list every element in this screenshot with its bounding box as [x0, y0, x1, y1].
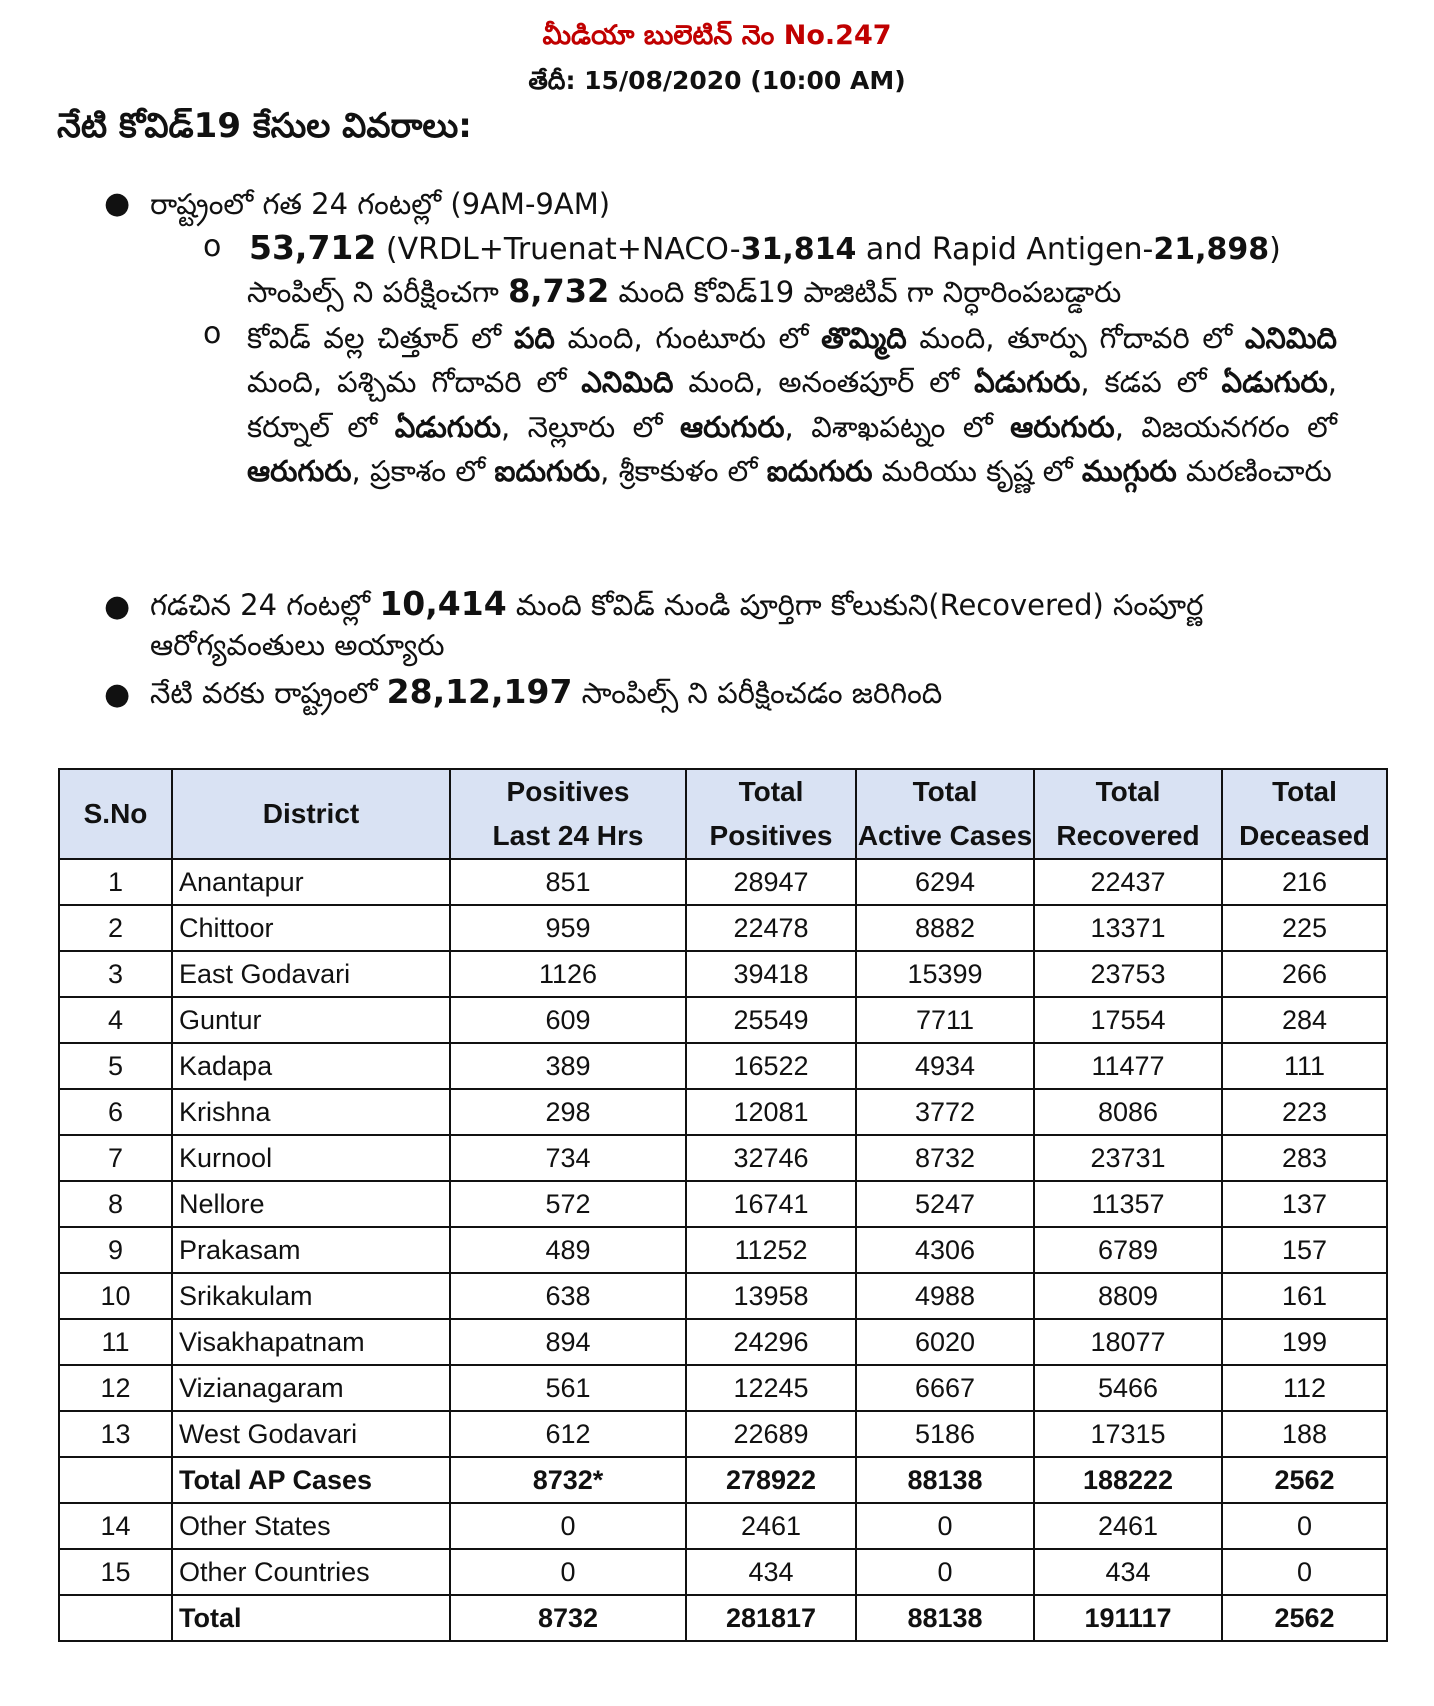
header-positives-last-24: Positives Last 24 Hrs [450, 769, 686, 859]
cell-positives-last-24: 638 [450, 1273, 686, 1319]
death-count: ఆరుగురు [680, 409, 785, 444]
tested-count: 28,12,197 [386, 672, 573, 711]
cell-sno: 2 [59, 905, 172, 951]
recovered-text-b: మంది కోవిడ్ నుండి పూర్తిగా కోలుకుని(Recovered) సంపూర్ణ [506, 588, 1204, 622]
death-text: మంది, అనంతపూర్ లో [673, 365, 975, 400]
cell-active-cases: 5186 [856, 1411, 1034, 1457]
cell-district: Nellore [172, 1181, 450, 1227]
cell-recovered: 191117 [1034, 1595, 1222, 1641]
header-district: District [172, 769, 450, 859]
cell-district: Kadapa [172, 1043, 450, 1089]
cell-district: Srikakulam [172, 1273, 450, 1319]
cell-district: Total [172, 1595, 450, 1641]
cell-active-cases: 6020 [856, 1319, 1034, 1365]
cell-deceased: 111 [1222, 1043, 1387, 1089]
table-row [59, 997, 1387, 1043]
sub-bullet-circle: o [203, 229, 222, 264]
bullet-dot: ● [104, 677, 131, 712]
cell-deceased: 216 [1222, 859, 1387, 905]
section-heading: నేటి కోవిడ్19 కేసుల వివరాలు: [57, 106, 472, 146]
cell-recovered: 22437 [1034, 859, 1222, 905]
table-row [59, 1135, 1387, 1181]
cell-district: East Godavari [172, 951, 450, 997]
cell-recovered: 6789 [1034, 1227, 1222, 1273]
cell-sno: 7 [59, 1135, 172, 1181]
table-row [59, 951, 1387, 997]
summary-line-1: రాష్ట్రంలో గత 24 గంటల్లో (9AM-9AM) [150, 187, 611, 221]
cell-total-positives: 28947 [686, 859, 856, 905]
samples-break-b: and Rapid Antigen- [856, 232, 1154, 267]
positives-text-b: మంది కోవిడ్19 పాజిటివ్ గా నిర్ధారింపబడ్డారు [609, 275, 1122, 309]
cell-total-positives: 22689 [686, 1411, 856, 1457]
header-sno: S.No [59, 769, 172, 859]
cell-recovered: 8809 [1034, 1273, 1222, 1319]
cell-sno: 8 [59, 1181, 172, 1227]
cell-district: Vizianagaram [172, 1365, 450, 1411]
cell-sno: 4 [59, 997, 172, 1043]
death-text: మంది, గుంటూరు లో [554, 321, 822, 355]
district-cases-table [58, 768, 1388, 1642]
cell-positives-last-24: 734 [450, 1135, 686, 1181]
cell-active-cases: 15399 [856, 951, 1034, 997]
header-total-active: Total Active Cases [856, 769, 1034, 859]
cell-sno: 9 [59, 1227, 172, 1273]
samples-count: 53,712 [249, 228, 377, 267]
cell-deceased: 284 [1222, 997, 1387, 1043]
cell-active-cases: 5247 [856, 1181, 1034, 1227]
samples-line [249, 228, 1281, 268]
tested-text-b: సాంపిల్స్ ని పరీక్షించడం జరిగింది [572, 676, 943, 710]
antigen-count: 21,898 [1153, 232, 1270, 267]
death-text: మరియు కృష్ణ లో [872, 453, 1082, 488]
table-row [59, 1595, 1387, 1641]
death-count: పది [513, 321, 555, 355]
bullet-dot: ● [104, 589, 131, 624]
cell-district: Kurnool [172, 1135, 450, 1181]
cell-active-cases: 6667 [856, 1365, 1034, 1411]
cell-active-cases: 88138 [856, 1595, 1034, 1641]
death-text: మంది, తూర్పు గోదావరి లో [906, 321, 1245, 355]
table-row [59, 1549, 1387, 1595]
death-text: , కర్నూల్ లో [247, 365, 1337, 444]
cell-sno [59, 1457, 172, 1503]
cell-recovered: 11357 [1034, 1181, 1222, 1227]
table-body [59, 859, 1387, 1641]
cell-active-cases: 8732 [856, 1135, 1034, 1181]
table-header-row [59, 769, 1387, 859]
cell-sno: 3 [59, 951, 172, 997]
death-text: , ప్రకాశం లో [351, 453, 495, 488]
cell-positives-last-24: 489 [450, 1227, 686, 1273]
table-row [59, 1365, 1387, 1411]
death-text: మంది, పశ్చిమ గోదావరి లో [247, 365, 582, 400]
cell-deceased: 225 [1222, 905, 1387, 951]
cell-active-cases: 7711 [856, 997, 1034, 1043]
bulletin-title: మీడియా బులెటిన్ నెం No.247 [542, 20, 892, 51]
cell-deceased: 157 [1222, 1227, 1387, 1273]
cell-total-positives: 39418 [686, 951, 856, 997]
death-text: , విజయనగరం లో [1114, 409, 1337, 444]
death-count: ఏడుగురు [974, 365, 1081, 400]
recovered-count: 10,414 [379, 584, 507, 623]
recovered-text-a: గడచిన 24 గంటల్లో [150, 588, 380, 622]
recovered-line-2: ఆరోగ్యవంతులు అయ్యారు [150, 628, 445, 662]
table-row [59, 1503, 1387, 1549]
cell-recovered: 434 [1034, 1549, 1222, 1595]
table-row [59, 1319, 1387, 1365]
cell-district: Other States [172, 1503, 450, 1549]
cell-positives-last-24: 851 [450, 859, 686, 905]
death-count: ఏడుగురు [1221, 365, 1328, 400]
header-total-deceased: Total Deceased [1222, 769, 1387, 859]
death-count: ముగ్గురు [1081, 453, 1177, 488]
death-count: ఎనిమిది [581, 365, 674, 400]
table-row [59, 1181, 1387, 1227]
cell-positives-last-24: 561 [450, 1365, 686, 1411]
cell-recovered: 17315 [1034, 1411, 1222, 1457]
table-row [59, 859, 1387, 905]
cell-sno: 6 [59, 1089, 172, 1135]
cell-total-positives: 278922 [686, 1457, 856, 1503]
cell-total-positives: 11252 [686, 1227, 856, 1273]
table-row [59, 1089, 1387, 1135]
cell-positives-last-24: 389 [450, 1043, 686, 1089]
cell-deceased: 0 [1222, 1503, 1387, 1549]
header-total-recovered: Total Recovered [1034, 769, 1222, 859]
cell-deceased: 199 [1222, 1319, 1387, 1365]
cell-positives-last-24: 8732* [450, 1457, 686, 1503]
death-text: , నెల్లూరు లో [500, 409, 680, 444]
cell-total-positives: 12245 [686, 1365, 856, 1411]
cell-active-cases: 6294 [856, 859, 1034, 905]
cell-recovered: 23731 [1034, 1135, 1222, 1181]
cell-total-positives: 24296 [686, 1319, 856, 1365]
cell-deceased: 266 [1222, 951, 1387, 997]
cell-active-cases: 3772 [856, 1089, 1034, 1135]
table-row [59, 1043, 1387, 1089]
table-row [59, 1273, 1387, 1319]
cell-recovered: 13371 [1034, 905, 1222, 951]
sub-bullet-circle: o [203, 316, 222, 351]
cell-district: Anantapur [172, 859, 450, 905]
death-count: ఐదుగురు [766, 453, 873, 488]
death-count: ఎనిమిది [1244, 321, 1337, 355]
cell-total-positives: 434 [686, 1549, 856, 1595]
cell-sno: 14 [59, 1503, 172, 1549]
vrdl-count: 31,814 [740, 232, 857, 267]
cell-positives-last-24: 298 [450, 1089, 686, 1135]
cell-sno: 1 [59, 859, 172, 905]
bullet-dot: ● [104, 186, 131, 221]
cell-positives-last-24: 8732 [450, 1595, 686, 1641]
tested-line [150, 672, 942, 712]
cell-total-positives: 32746 [686, 1135, 856, 1181]
death-text: , విశాఖపట్నం లో [784, 409, 1011, 444]
cell-positives-last-24: 572 [450, 1181, 686, 1227]
death-count: ఏడుగురు [394, 409, 501, 444]
positives-line [247, 272, 1121, 310]
cell-positives-last-24: 612 [450, 1411, 686, 1457]
cell-sno: 5 [59, 1043, 172, 1089]
cell-district: Guntur [172, 997, 450, 1043]
cell-recovered: 188222 [1034, 1457, 1222, 1503]
cell-positives-last-24: 1126 [450, 951, 686, 997]
samples-break-c: ) [1269, 232, 1281, 267]
cell-recovered: 18077 [1034, 1319, 1222, 1365]
cell-total-positives: 281817 [686, 1595, 856, 1641]
cell-deceased: 137 [1222, 1181, 1387, 1227]
cell-active-cases: 0 [856, 1503, 1034, 1549]
cell-deceased: 0 [1222, 1549, 1387, 1595]
tested-text-a: నేటి వరకు రాష్ట్రంలో [150, 676, 387, 710]
cell-active-cases: 4988 [856, 1273, 1034, 1319]
cell-positives-last-24: 0 [450, 1549, 686, 1595]
cell-active-cases: 4306 [856, 1227, 1034, 1273]
cell-total-positives: 16522 [686, 1043, 856, 1089]
table-row [59, 905, 1387, 951]
cell-district: Chittoor [172, 905, 450, 951]
deaths-paragraph [247, 316, 1337, 493]
cell-recovered: 5466 [1034, 1365, 1222, 1411]
cell-total-positives: 16741 [686, 1181, 856, 1227]
date-value: : 15/08/2020 (10:00 AM) [565, 66, 906, 95]
cell-active-cases: 0 [856, 1549, 1034, 1595]
cell-sno: 10 [59, 1273, 172, 1319]
cell-positives-last-24: 609 [450, 997, 686, 1043]
cell-sno: 13 [59, 1411, 172, 1457]
cell-positives-last-24: 0 [450, 1503, 686, 1549]
samples-break-a: (VRDL+Truenat+NACO- [376, 232, 741, 267]
cell-recovered: 17554 [1034, 997, 1222, 1043]
cell-recovered: 2461 [1034, 1503, 1222, 1549]
death-count: తొమ్మిది [821, 321, 907, 355]
table-row [59, 1411, 1387, 1457]
death-text: , కడప లో [1080, 365, 1222, 400]
cell-deceased: 161 [1222, 1273, 1387, 1319]
cell-active-cases: 4934 [856, 1043, 1034, 1089]
cell-district: Other Countries [172, 1549, 450, 1595]
cell-total-positives: 22478 [686, 905, 856, 951]
cell-active-cases: 8882 [856, 905, 1034, 951]
cell-district: Krishna [172, 1089, 450, 1135]
table-row [59, 1457, 1387, 1503]
header-total-positives: Total Positives [686, 769, 856, 859]
date-label: తేదీ [528, 66, 566, 95]
cell-deceased: 283 [1222, 1135, 1387, 1181]
cell-total-positives: 25549 [686, 997, 856, 1043]
cell-district: Prakasam [172, 1227, 450, 1273]
cell-deceased: 2562 [1222, 1457, 1387, 1503]
cell-district: Total AP Cases [172, 1457, 450, 1503]
cell-sno: 11 [59, 1319, 172, 1365]
death-text: మరణించారు [1176, 453, 1332, 488]
cell-positives-last-24: 894 [450, 1319, 686, 1365]
death-text: , శ్రీకాకుళం లో [600, 453, 767, 488]
death-count: ఐదుగురు [494, 453, 601, 488]
cell-recovered: 11477 [1034, 1043, 1222, 1089]
cell-positives-last-24: 959 [450, 905, 686, 951]
cell-deceased: 223 [1222, 1089, 1387, 1135]
positives-count: 8,732 [508, 272, 610, 310]
positives-text-a: సాంపిల్స్ ని పరీక్షించగా [247, 275, 509, 309]
cell-active-cases: 88138 [856, 1457, 1034, 1503]
cell-recovered: 23753 [1034, 951, 1222, 997]
cell-recovered: 8086 [1034, 1089, 1222, 1135]
death-text: కోవిడ్ వల్ల చిత్తూర్ లో [247, 321, 514, 355]
cell-sno: 15 [59, 1549, 172, 1595]
death-count: ఆరుగురు [247, 453, 352, 488]
cell-deceased: 2562 [1222, 1595, 1387, 1641]
cell-sno: 12 [59, 1365, 172, 1411]
cell-total-positives: 12081 [686, 1089, 856, 1135]
recovered-line [150, 584, 1203, 624]
cell-district: Visakhapatnam [172, 1319, 450, 1365]
table-row [59, 1227, 1387, 1273]
cell-deceased: 188 [1222, 1411, 1387, 1457]
cell-district: West Godavari [172, 1411, 450, 1457]
cell-total-positives: 2461 [686, 1503, 856, 1549]
cell-sno [59, 1595, 172, 1641]
cell-deceased: 112 [1222, 1365, 1387, 1411]
bulletin-date [0, 66, 1434, 102]
cell-total-positives: 13958 [686, 1273, 856, 1319]
death-count: ఆరుగురు [1010, 409, 1115, 444]
